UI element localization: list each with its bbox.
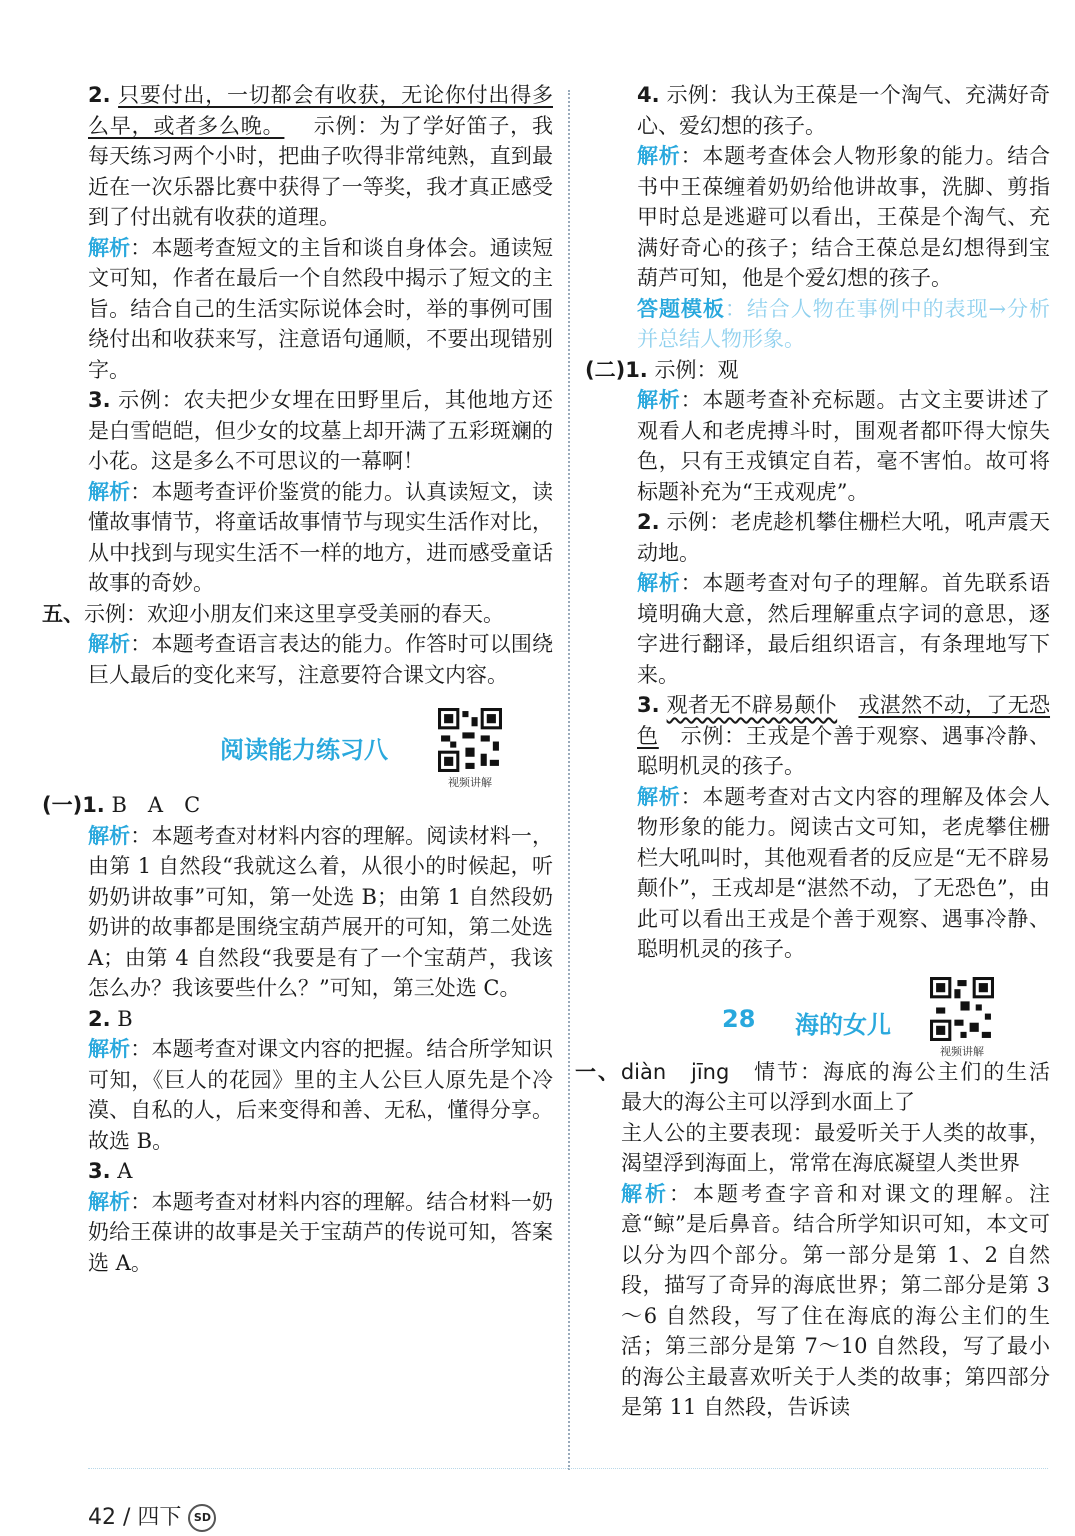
analysis-text: ：本题考查补充标题。古文主要讲述了观看人和老虎搏斗时，围观者都吓得大惊失色，只有王戎镇定自若，毫不害怕。故可将标题补充为“王戎观虎”。 [637,388,1051,504]
analysis-label: 解析 [88,1037,131,1061]
analysis-4 [585,141,1050,294]
analysis-text: ：本题考查对古文内容的理解及体会人物形象的能力。阅读古文可知，老虎攀住栅栏大吼叫时，其他观看者的反应是“无不辟易颠仆”，王戎却是“湛然不动，了无恐色”，由此可以看出王戎是个善于观察、遇事冷静、聪明机灵的孩子。 [637,784,1051,961]
question-number: 2. [88,1006,111,1031]
qr-code-icon[interactable] [930,977,994,1041]
section-number: 五、 [42,601,84,626]
question-number: 2. [637,510,660,534]
page-number: 42 [88,1505,116,1530]
analysis-text: ：本题考查字音和对课文的理解。注意“鲸”是后鼻音。结合所学知识可知，本文可以分为四个部分。第一部分是第 1、2 自然段，描写了奇异的海底世界；第二部分是第 3～6 自然段，写了住在海底的海公主们的生活；第三部分是第 7～10 自然段，写了最小的海公主最喜欢听关于人类的故事；第四部分是第 11 自然段，告诉读 [621,1181,1050,1419]
question-number: (一)1. [42,793,105,817]
analysis-label: 解析 [88,479,131,504]
part2-q1 [585,355,1050,386]
part2-q2-analysis [585,568,1050,690]
analysis-label: 解析 [88,1189,131,1214]
section-number: 一、 [575,1059,621,1084]
part2-q3-analysis [585,782,1050,965]
lesson28-section1-analysis [585,1179,1050,1423]
answer-text: A [117,1159,133,1183]
section-title: 阅读能力练习八 [220,736,388,764]
analysis-label: 解析 [637,144,681,168]
analysis-label: 解析 [637,784,681,809]
lesson-header-28 [585,965,1050,1057]
footer-divider [88,1468,1048,1469]
answer-text: 示例：欢迎小朋友们来这里享受美丽的春天。 [84,601,504,626]
answer-text: 示例：我认为王葆是一个淘气、充满好奇心、爱幻想的孩子。 [637,83,1050,138]
question-number: 3. [88,1159,111,1183]
part2-q3 [585,690,1050,782]
answer-template [585,294,1050,355]
section-5-analysis [88,629,553,690]
analysis-text: ：本题考查对课文内容的把握。结合所学知识可知，《巨人的花园》里的主人公巨人原先是个冷漠、自私的人，后来变得和善、无私，懂得分享。故选 B。 [88,1037,554,1153]
analysis-text: ：本题考查对句子的理解。首先联系语境明确大意，然后理解重点字词的意思，逐字进行翻译，最后组织语言，有条理地写下来。 [637,571,1051,687]
template-label: 答题模板 [637,296,725,321]
answer-quote: 观者无不辟易颠仆 [666,693,838,717]
question-number: 3. [637,693,660,717]
lesson-number: 28 [722,1004,756,1033]
analysis-text: ：本题考查短文的主旨和谈自身体会。通读短文可知，作者在最后一个自然段中揭示了短文的主旨。结合自己的生活实际说体会时，举的事例可围绕付出和收获来写，注意语句通顺，不要出现错别字。 [88,235,554,382]
analysis-text: ：本题考查评价鉴赏的能力。认真读短文，读懂故事情节，将童话故事情节与现实生活作对比，从中找到与现实生活不一样的地方，进而感受童话故事的奇妙。 [88,479,554,595]
analysis-2 [88,233,553,386]
analysis-text: ：本题考查对材料内容的理解。阅读材料一，由第 1 自然段“我就这么着，从很小的时候起，听奶奶讲故事”可知，第一处选 B；由第 1 自然段奶奶讲的故事都是围绕宝葫芦展开的可知，第二处选 A；由第 4 自然段“我要是有了一个宝葫芦，我该怎么办？我该要些什么？”可知，第三处选 C。 [88,823,554,1000]
answer-text: 主人公的主要表现：最爱听关于人类的故事，渴望浮到海面上，常常在海底凝望人类世界 [621,1120,1050,1175]
pinyin-answer: diàn [620,1059,667,1084]
analysis-label: 解析 [88,235,131,260]
answer-text: 示例：老虎趁机攀住栅栏大吼，吼声震天动地。 [637,510,1050,565]
page-footer: 42 / 四下 SD [88,1500,216,1532]
analysis-text: ：本题考查对材料内容的理解。结合材料一奶奶给王葆讲的故事是关于宝葫芦的传说可知，答案选 A。 [88,1189,554,1275]
lesson-title: 海的女儿 [795,1010,891,1039]
answer-3 [88,385,553,477]
part1-q1-analysis [88,821,553,1004]
edition-badge: SD [188,1504,216,1532]
analysis-text: ：本题考查体会人物形象的能力。结合书中王葆缠着奶奶给他讲故事，洗脚、剪指甲时总是逃避可以看出，王葆是个淘气、充满好奇心的孩子；结合王葆总是幻想得到宝葫芦可知，他是个爱幻想的孩子。 [637,144,1051,290]
analysis-label: 解析 [637,571,681,595]
part1-q1 [42,790,553,821]
answer-text: 示例：农夫把少女埋在田野里后，其他地方还是白雪皑皑，但少女的坟墓上却开满了五彩斑斓的小花。这是多么不可思议的一幕啊！ [88,388,553,473]
question-number: 4. [637,83,660,107]
part2-q2 [585,507,1050,568]
question-number: (二)1. [585,357,648,382]
qr-caption: 视频讲解 [448,776,492,789]
analysis-label: 解析 [88,823,131,848]
template-text: ：结合人物在事例中的表现→分析并总结人物形象。 [637,296,1050,351]
column-divider [568,90,570,1470]
answer-text: B [117,1006,133,1031]
answer-text: 示例：观 [654,357,739,382]
question-number: 3. [88,388,111,412]
analysis-label: 解析 [621,1181,669,1206]
section-header-reading-8 [88,690,553,790]
answer-example: 示例：为了学好笛子，我每天练习两个小时，把曲子吹得非常纯熟，直到最近在一次乐器比赛中获得了一等奖，我才真正感受到了付出就有收获的道理。 [88,113,553,229]
answer-4 [585,80,1050,141]
analysis-label: 解析 [88,632,131,656]
answer-2 [88,80,553,233]
analysis-3 [88,477,553,599]
grade-label: 四下 [137,1505,182,1530]
left-column [42,80,554,1278]
question-number: 2. [88,83,111,107]
analysis-label: 解析 [637,388,681,412]
answer-underlined: 只要付出，一切都会有收获，无论你付出得多么早，或者多么晚。 [88,83,553,138]
part1-q2 [88,1004,553,1035]
lesson28-section1-answer2 [585,1118,1050,1179]
qr-code-icon[interactable] [438,708,502,772]
pinyin-answer: jīng [691,1059,730,1084]
section-5-answer [42,599,553,630]
part1-q2-analysis [88,1034,553,1156]
answer-text: 情节：海底的海公主们的生活 最大的海公主可以浮到水面上了 [621,1059,1072,1114]
lesson28-section1 [575,1057,1072,1118]
answer-underlined: 戎湛然不动，了无恐色 [637,693,1051,748]
right-column [575,80,1072,1423]
answer-example: 示例：王戎是个善于观察、遇事冷静、聪明机灵的孩子。 [637,723,1051,778]
part2-q1-analysis [585,385,1050,507]
answer-text: B A C [111,793,201,817]
part1-q3 [88,1156,553,1187]
analysis-text: ：本题考查语言表达的能力。作答时可以围绕巨人最后的变化来写，注意要符合课文内容。 [88,632,554,687]
part1-q3-analysis [88,1187,553,1279]
qr-caption: 视频讲解 [940,1044,984,1058]
